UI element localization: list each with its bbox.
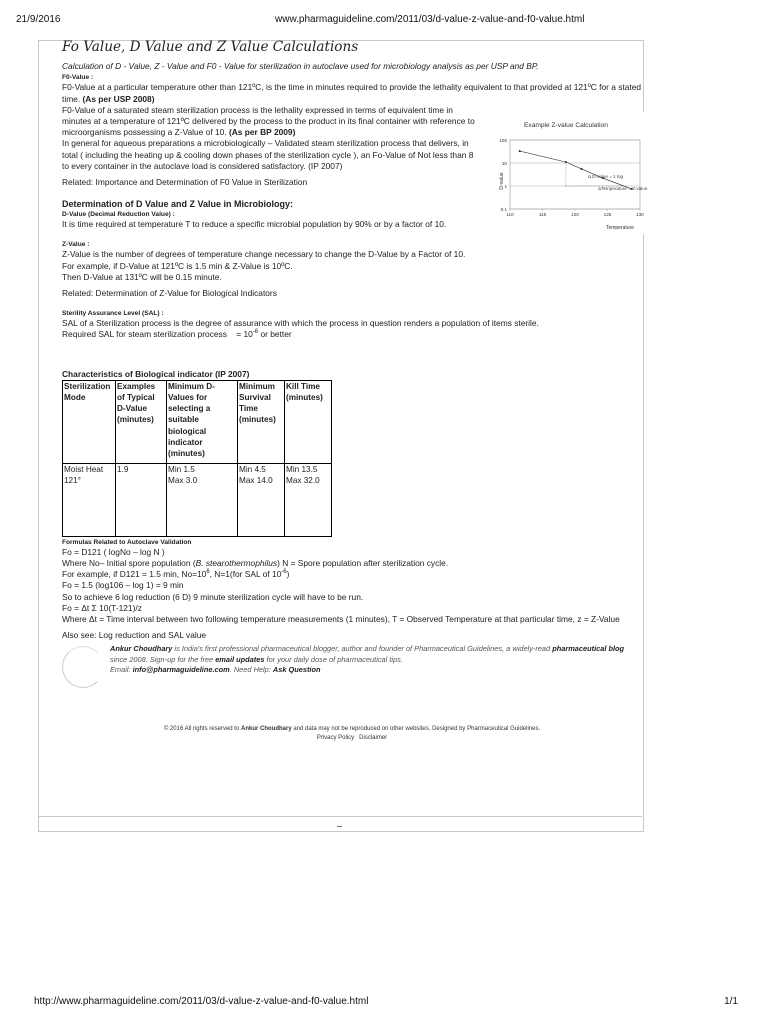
chart-data-point bbox=[581, 168, 583, 170]
table-cell: Moist Heat 121° bbox=[63, 463, 116, 536]
sal-text: SAL of a Sterilization process is the degree of assurance with which the process in question renders a population of items sterile. bbox=[62, 318, 539, 329]
divider bbox=[38, 816, 642, 817]
determination-heading: Determination of D Value and Z Value in Microbiology: bbox=[62, 199, 294, 210]
table-cell: Min 1.5 Max 3.0 bbox=[167, 463, 238, 536]
bi-table bbox=[62, 380, 332, 537]
bp-ref: (As per BP 2009) bbox=[228, 127, 296, 138]
privacy-policy-link[interactable]: Privacy Policy bbox=[316, 735, 355, 742]
formulas-heading: Formulas Related to Autoclave Validation bbox=[62, 538, 192, 546]
email-updates-link[interactable]: email updates bbox=[215, 654, 265, 664]
table-header-cell: Minimum Survival Time (minutes) bbox=[238, 380, 285, 463]
print-header bbox=[16, 14, 752, 28]
z-value-text-1: Z-Value is the number of degrees of temperature change necessary to change the D-Value by a Factor of 10. bbox=[62, 249, 466, 260]
page-number: 1/1 bbox=[724, 996, 738, 1007]
chart-data-point bbox=[519, 150, 521, 152]
formula-4: Fo = 1.5 (log106 – log 1) = 9 min bbox=[62, 580, 184, 591]
chart-y-tick-label: 0.1 bbox=[500, 206, 507, 212]
d-value-heading: D-Value (Decimal Reduction Value) : bbox=[62, 211, 175, 219]
disclaimer-link[interactable]: Disclaimer bbox=[359, 735, 388, 742]
ask-question-link[interactable]: Ask Question bbox=[272, 664, 321, 674]
chart-x-tick-label: 130 bbox=[636, 212, 644, 217]
table-header-cell: Kill Time (minutes) bbox=[285, 380, 332, 463]
chart-x-tick-label: 115 bbox=[538, 212, 547, 217]
print-date: 21/9/2016 bbox=[16, 14, 61, 25]
chart-x-tick-label: 120 bbox=[571, 212, 579, 217]
chart-ylabel: D-value bbox=[499, 172, 505, 190]
d-value-text: It is time required at temperature T to reduce a specific microbial population by 90% or by a factor of 10. bbox=[62, 219, 447, 230]
table-header-cell: Examples of Typical D-Value (minutes) bbox=[116, 380, 167, 463]
sal-heading: Sterility Assurance Level (SAL) : bbox=[62, 310, 164, 318]
chart-x-tick-label: 110 bbox=[506, 212, 514, 217]
chart-y-tick-label: 100 bbox=[499, 137, 507, 143]
print-url: www.pharmaguideline.com/2011/03/d-value-z-value-and-f0-value.html bbox=[275, 14, 585, 25]
table-header-row bbox=[63, 380, 332, 463]
table-row bbox=[63, 463, 332, 536]
author-bio: Ankur Choudhary is India's first professional pharmaceutical blogger, author and founder of Pharmaceutical Guidelines, a widely-read pharmaceutical blog since 2008. Sign-up for the free email updates for your daily dose of pharmaceutical tips. Email: info@pharmaguideline.com. Need Help: Ask Question bbox=[110, 644, 625, 674]
formula-6: Fo = Δt Σ 10(T-121)/z bbox=[62, 602, 142, 613]
chart-x-tick-label: 125 bbox=[603, 212, 612, 217]
site-footer: © 2016 All rights reserved to Ankur Choudhary and data may not be reproduced on other websites. Designed by Pharmaceutical Guidelines. Privacy Policy Disclaimer bbox=[163, 726, 541, 742]
chart-annotation-dvalue: Δ D-value = 1 log bbox=[588, 174, 624, 179]
table-cell: Min 4.5 Max 14.0 bbox=[238, 463, 285, 536]
f0-paragraph-2: F0-Value of a saturated steam sterilization process is the lethality expressed in terms of equivalent time in minutes at a temperature of 121ºC delivered by the process to the product in its final container with reference to microorganisms possessing a Z-Value of 10. (As per BP 2009) bbox=[62, 104, 475, 138]
f0-paragraph-1: F0-Value at a particular temperature other than 121ºC, is the time in minutes required to provide the lethality equivalent to that provided at 121ºC for a stated time. (As per USP 2008) bbox=[62, 82, 642, 104]
formula-1: Fo = D121 ( logNo – log N ) bbox=[62, 546, 165, 557]
z-value-text-2: For example, if D-Value at 121ºC is 1.5 min & Z-Value is 10ºC. bbox=[62, 260, 293, 271]
formula-7: Where Δt = Time interval between two following temperature measurements (1 minutes), T = Observed Temperature at that particular time, z = Z-Value bbox=[62, 614, 620, 625]
z-value-chart bbox=[480, 112, 648, 234]
f0-heading: F0-Value : bbox=[62, 74, 94, 82]
z-value-heading: Z-Value : bbox=[62, 241, 90, 249]
formula-3: For example, if D121 = 1.5 min, $No=10^6$, N=1(for SAL of $10^{-6}$) bbox=[62, 569, 290, 580]
decor-dash bbox=[337, 826, 342, 827]
chart-y-tick-label: 10 bbox=[501, 160, 507, 166]
f0-paragraph-3: In general for aqueous preparations a microbiologically – Validated steam sterilization process that delivers, in total ( including the heating up & cooling down phases of the sterilization cycle ), an Fo-Value of Not less than 8 to every container in the autoclave load is considered satisfactory. (IP 2007) bbox=[62, 138, 474, 171]
page-title: Fo Value, D Value and Z Value Calculations bbox=[62, 39, 359, 55]
usp-ref: (As per USP 2008) bbox=[82, 93, 155, 104]
table-header-cell: Sterilization Mode bbox=[63, 380, 116, 463]
print-footer-url: http://www.pharmaguideline.com/2011/03/d-value-z-value-and-f0-value.html bbox=[34, 996, 369, 1007]
related-f0-link[interactable]: Related: Importance and Determination of F0 Value in Sterilization bbox=[62, 177, 308, 188]
z-value-text-3: Then D-Value at 131ºC will be 0.15 minute. bbox=[62, 271, 222, 282]
chart-y-tick-label: 1 bbox=[504, 183, 507, 189]
author-email-link[interactable]: info@pharmaguideline.com bbox=[132, 664, 230, 674]
chart-xlabel: Temperature bbox=[605, 225, 635, 231]
author-name: Ankur Choudhary bbox=[110, 644, 173, 654]
author-box bbox=[62, 644, 642, 675]
sal-required: Required SAL for steam sterilization process = $10^{-6}$ or better bbox=[62, 329, 292, 340]
table-cell: Min 13.5 Max 32.0 bbox=[285, 463, 332, 536]
chart-annotation-temperature: ΔTemperature = Z-value bbox=[598, 186, 648, 191]
also-see-link[interactable]: Also see: Log reduction and SAL value bbox=[62, 630, 207, 641]
chart-background bbox=[480, 112, 648, 234]
bi-table-heading: Characteristics of Biological indicator (IP 2007) bbox=[62, 368, 250, 379]
table-cell: 1.9 bbox=[116, 463, 167, 536]
formula-5: So to achieve 6 log reduction (6 D) 9 minute sterilization cycle will have to be run. bbox=[62, 591, 364, 602]
print-footer bbox=[34, 996, 738, 1010]
intro-text: Calculation of D - Value, Z - Value and F0 - Value for sterilization in autoclave used for microbiology analysis as per USP and BP. bbox=[62, 61, 539, 72]
chart-title: Example Z-value Calculation bbox=[524, 122, 608, 129]
table-header-cell: Minimum D-Values for selecting a suitable biological indicator (minutes) bbox=[167, 380, 238, 463]
formula-2: Where No– Initial spore population (B. stearothermophilus) N = Spore population after sterilization cycle. bbox=[62, 558, 449, 569]
related-z-link[interactable]: Related: Determination of Z-Value for Biological Indicators bbox=[62, 288, 277, 299]
